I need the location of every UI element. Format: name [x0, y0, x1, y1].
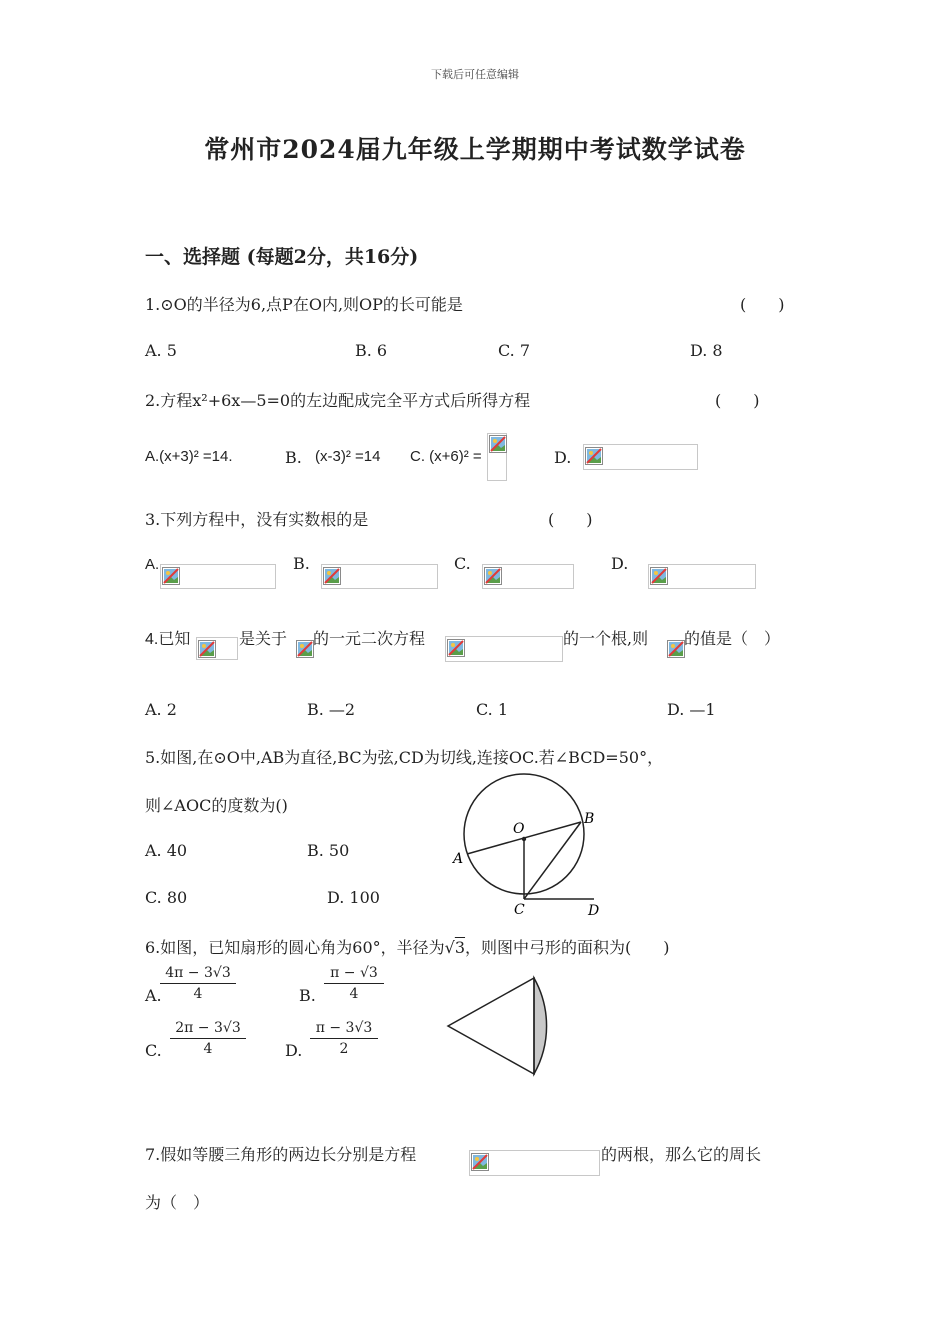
q1-option-c: C. 7 [498, 341, 531, 360]
sector-segment-figure [440, 970, 565, 1080]
label-d: D [588, 903, 600, 919]
question-6-text-pre: 6.如图，已知扇形的圆心角为60°，半径为 [145, 938, 445, 957]
question-4-part-3: 的一元二次方程 [313, 629, 426, 648]
question-5-line-2: 则∠AOC的度数为() [145, 796, 288, 815]
q1-option-b: B. 6 [355, 341, 388, 360]
broken-image-icon [162, 567, 180, 585]
q5-option-a: A. 40 [145, 841, 188, 860]
question-1-text: 1.⊙O的半径为6,点P在O内,则OP的长可能是 [145, 295, 463, 314]
question-7-part-2: 的两根，那么它的周长 [601, 1145, 762, 1164]
q5-option-d: D. 100 [327, 888, 380, 907]
q3-option-b-label: B. [293, 554, 310, 573]
label-c: C [514, 902, 525, 918]
sector-triangle [448, 978, 534, 1074]
q2-option-d-image [583, 444, 698, 470]
question-4-part-4: 的一个根,则 [563, 629, 649, 648]
q2-option-c: C. (x+6)² = [410, 448, 482, 465]
question-4-part-2: 是关于 [239, 629, 288, 648]
q2-option-c-image [487, 433, 507, 481]
fraction-denominator: 4 [193, 986, 203, 1002]
q4-inline-image-4 [667, 640, 683, 658]
question-3-text: 3.下列方程中，没有实数根的是 [145, 510, 369, 529]
question-3-paren: ( ) [548, 510, 593, 529]
broken-image-icon [471, 1153, 489, 1171]
q4-option-a: A. 2 [145, 700, 177, 719]
fraction-numerator: π − √3 [324, 963, 384, 984]
q3-option-a-image [160, 564, 276, 589]
question-5-line-1: 5.如图,在⊙O中,AB为直径,BC为弦,CD为切线,连接OC.若∠BCD=50°， [145, 748, 664, 767]
question-7-line-2: 为（ ） [145, 1193, 210, 1212]
q3-option-a-label: A. [145, 556, 160, 573]
question-2-paren: ( ) [715, 391, 760, 410]
fraction-numerator: 4π − 3√3 [160, 963, 236, 984]
q2-option-b-value: (x-3)² =14 [315, 448, 381, 465]
question-2-text: 2.方程x²+6x—5=0的左边配成完全平方式后所得方程 [145, 391, 531, 410]
broken-image-icon [585, 447, 603, 465]
broken-image-icon [489, 435, 507, 453]
broken-image-icon [447, 639, 465, 657]
q3-option-d-image [648, 564, 756, 589]
center-point [522, 837, 526, 841]
q2-option-d-label: D. [554, 448, 572, 467]
q6-option-b-label: B. [299, 986, 316, 1005]
q5-option-c: C. 80 [145, 888, 188, 907]
sqrt-symbol: √ [444, 938, 455, 957]
q6-option-b-fraction [324, 963, 384, 1004]
broken-image-icon [484, 567, 502, 585]
broken-image-icon [323, 567, 341, 585]
q6-option-d-label: D. [285, 1041, 303, 1060]
question-6-radius: 3 [454, 938, 466, 957]
exam-title: 常州市2024届九年级上学期期中考试数学试卷 [204, 135, 746, 164]
q3-option-c-label: C. [454, 554, 471, 573]
question-4-part-5: 的值是（ ） [684, 629, 781, 648]
q3-option-b-image [321, 564, 438, 589]
broken-image-icon [296, 640, 314, 658]
question-6-text-post: ，则图中弓形的面积为( ) [465, 938, 670, 957]
q4-option-c: C. 1 [476, 700, 509, 719]
broken-image-icon [667, 640, 685, 658]
q4-inline-image-2 [296, 640, 312, 658]
fraction-denominator: 2 [339, 1041, 349, 1057]
question-7-part-1: 7.假如等腰三角形的两边长分别是方程 [145, 1145, 417, 1164]
label-a: A [453, 851, 464, 867]
broken-image-icon [650, 567, 668, 585]
fraction-denominator: 4 [349, 986, 359, 1002]
fraction-denominator: 4 [203, 1041, 213, 1057]
q4-option-b: B. —2 [307, 700, 356, 719]
question-6-text [145, 935, 670, 958]
q1-option-a: A. 5 [145, 341, 177, 360]
fraction-numerator: 2π − 3√3 [170, 1018, 246, 1039]
q4-inline-image-1 [196, 637, 238, 660]
q5-option-b: B. 50 [307, 841, 350, 860]
section-heading: 一、选择题 (每题2分，共16分) [145, 246, 419, 268]
broken-image-icon [198, 640, 216, 658]
shaded-segment [534, 978, 547, 1074]
question-4-part-1: 4.已知 [145, 631, 191, 648]
q3-option-d-label: D. [611, 554, 629, 573]
q2-option-a: A.(x+3)² =14. [145, 448, 233, 465]
label-o: O [513, 821, 525, 837]
q4-inline-image-3 [445, 636, 563, 662]
page-header: 下载后可任意编辑 [431, 68, 519, 81]
q7-inline-image [469, 1150, 600, 1176]
q4-option-d: D. —1 [667, 700, 716, 719]
q1-option-d: D. 8 [690, 341, 723, 360]
q6-option-c-label: C. [145, 1041, 162, 1060]
question-1-paren: ( ) [740, 295, 785, 314]
label-b: B [584, 811, 595, 827]
q6-option-a-fraction [160, 963, 236, 1004]
q3-option-c-image [482, 564, 574, 589]
fraction-numerator: π − 3√3 [310, 1018, 378, 1039]
q6-option-d-fraction [310, 1018, 378, 1059]
q2-option-b-label: B. [285, 448, 302, 467]
circle-tangent-figure [440, 770, 610, 920]
q6-option-a-label: A. [145, 986, 162, 1005]
q6-option-c-fraction [170, 1018, 246, 1059]
